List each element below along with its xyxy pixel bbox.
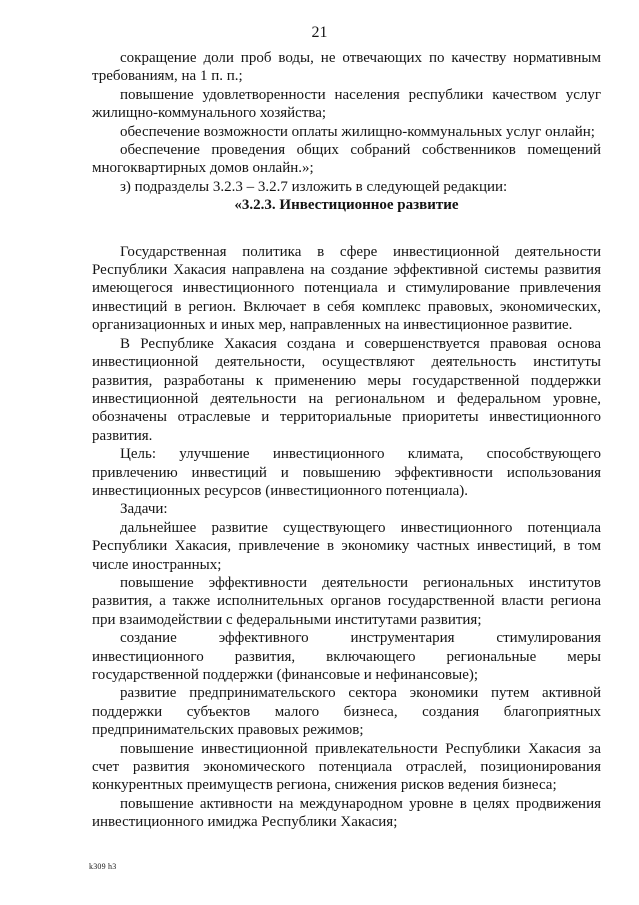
task-item-international: повышение активности на международном уровне в целях продвижения инвестиционного имиджа Республики Хакасия; xyxy=(92,795,601,831)
section-heading: «3.2.3. Инвестиционное развитие xyxy=(234,197,459,214)
paragraph-online-meetings: обеспечение проведения общих собраний собственников помещений многоквартирных домов онлайн.»; xyxy=(92,142,601,177)
paragraph-goal: Цель: улучшение инвестиционного климата, способствующего привлечению инвестиций и повышению эффективности использования инвестиционных ресурсов (инвестиционного потенциала). xyxy=(92,446,601,499)
paragraph-state-policy: Государственная политика в сфере инвестиционной деятельности Республики Хакасия направлена на создание эффективной системы развития имеющегося инвестиционного потенциала и стимулирование привлечения инвестиций в регион. Включает в себя комплекс правовых, экономических, организационных и иных мер, направленных на инвестиционное развитие. xyxy=(92,243,601,334)
task-item-institutions: повышение эффективности деятельности региональных институтов развития, а также исполнительных органов государственной власти региона при взаимодействии с федеральными институтами развития; xyxy=(92,574,601,628)
paragraph-legal-framework: В Республике Хакасия создана и совершенствуется правовая основа инвестиционной деятельности, осуществляют деятельность институты развития, разработаны к применению меры государственной поддержки инвестиционной деятельности на региональном и федеральном уровне, обозначены отраслевые и территориальные приоритеты инвестиционного развития. xyxy=(92,335,601,444)
page-number: 21 xyxy=(311,24,328,41)
paragraph-housing-satisfaction: повышение удовлетворенности населения республики качеством услуг жилищно-коммунального хозяйства; xyxy=(92,86,601,122)
document-body xyxy=(92,49,601,832)
task-item-attractiveness: повышение инвестиционной привлекательности Республики Хакасия за счет развития экономического потенциала отраслей, позиционирования конкурентных преимуществ региона, снижения рисков ведения бизнеса; xyxy=(92,740,601,794)
task-item-potential: дальнейшее развитие существующего инвестиционного потенциала Республики Хакасия, привлечение в экономику частных инвестиций, в том числе иностранных; xyxy=(92,519,601,573)
paragraph-online-payment: обеспечение возможности оплаты жилищно-коммунальных услуг онлайн; xyxy=(120,123,595,140)
tasks-label: Задачи: xyxy=(120,501,168,518)
footer-code: k309 h3 xyxy=(89,862,117,871)
task-item-tools: создание эффективного инструментария стимулирования инвестиционного развития, включающего региональные меры государственной поддержки (финансовые и нефинансовые); xyxy=(92,630,601,683)
paragraph-amendment-instruction: з) подразделы 3.2.3 – 3.2.7 изложить в следующей редакции: xyxy=(120,178,508,195)
task-item-business: развитие предпринимательского сектора экономики путем активной поддержки субъектов малого бизнеса, создания благоприятных предпринимательских правовых режимов; xyxy=(92,685,601,739)
paragraph-water-quality: сокращение доли проб воды, не отвечающих по качеству нормативным требованиям, на 1 п. п.; xyxy=(92,50,601,85)
